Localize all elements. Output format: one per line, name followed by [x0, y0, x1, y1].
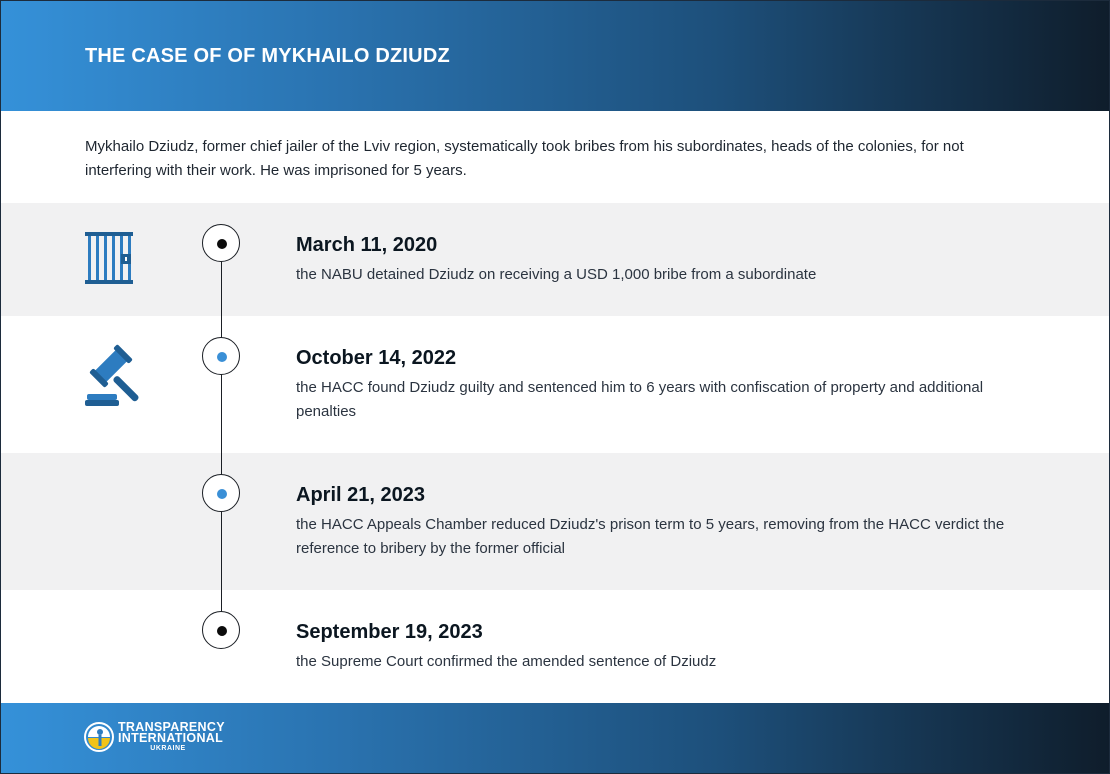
event-date: April 21, 2023 [296, 484, 425, 506]
timeline-node [202, 224, 240, 262]
prison-bars-icon [85, 232, 133, 289]
timeline-node [202, 337, 240, 375]
event-description: the HACC Appeals Chamber reduced Dziudz's prison term to 5 years, removing from the HACC verdict the reference to bribery by the former official [296, 516, 1005, 557]
event-description: the Supreme Court confirmed the amended sentence of Dziudz [296, 653, 717, 670]
logo-line-1: TRANSPARENCY [118, 720, 225, 734]
timeline-dot [217, 489, 227, 499]
timeline-node [202, 611, 240, 649]
timeline-node [202, 474, 240, 512]
header-banner [1, 1, 1109, 111]
event-date: March 11, 2020 [296, 234, 438, 256]
footer-banner [1, 703, 1109, 774]
timeline-row [1, 453, 1109, 590]
event-date: September 19, 2023 [296, 621, 483, 643]
ti-logo-text [118, 722, 225, 753]
timeline-row [1, 316, 1109, 453]
event-description: the HACC found Dziudz guilty and sentenced him to 6 years with confiscation of property and additional penalties [296, 379, 984, 420]
timeline-dot [217, 239, 227, 249]
timeline-dot [217, 626, 227, 636]
event-date: October 14, 2022 [296, 347, 457, 369]
event-description: the NABU detained Dziudz on receiving a USD 1,000 bribe from a subordinate [296, 266, 817, 283]
intro-text: Mykhailo Dziudz, former chief jailer of the Lviv region, systematically took bribes from his subordinates, heads of the colonies, for not interfering with their work. He was imprisoned for 5 years. [85, 138, 964, 179]
ti-logo-icon [84, 722, 114, 757]
page-title: THE CASE OF OF MYKHAILO DZIUDZ [85, 45, 450, 67]
timeline-dot [217, 352, 227, 362]
timeline-line [221, 244, 222, 632]
logo-line-2: INTERNATIONAL [118, 731, 224, 745]
timeline-row [1, 203, 1109, 316]
logo-line-3: UKRAINE [150, 745, 186, 752]
gavel-icon [85, 344, 149, 413]
timeline-row [1, 590, 1109, 703]
